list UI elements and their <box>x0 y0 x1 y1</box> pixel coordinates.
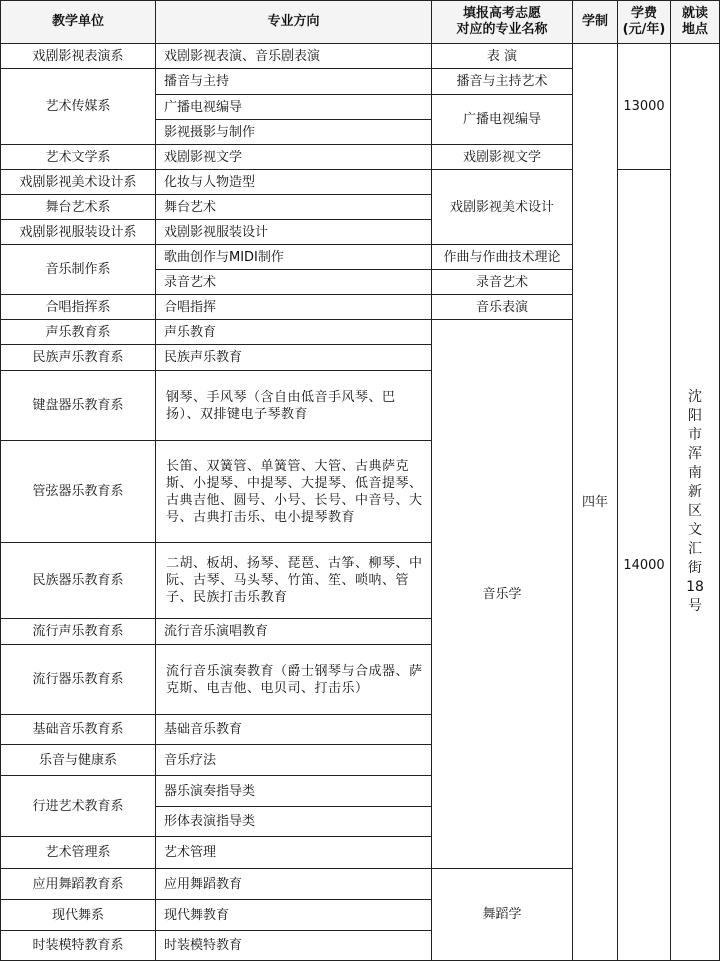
header-unit: 教学单位 <box>1 1 156 44</box>
unit-cell: 乐音与健康系 <box>1 745 156 776</box>
location-char: 新 <box>688 484 702 500</box>
header-duration: 学制 <box>573 1 618 44</box>
major-cell: 音乐表演 <box>432 295 573 320</box>
unit-cell: 戏剧影视美术设计系 <box>1 170 156 195</box>
fee-cell: 13000 <box>618 44 671 170</box>
location-char: 沈 <box>688 389 702 405</box>
header-major-line1: 填报高考志愿 <box>462 6 541 21</box>
direction-cell: 广播电视编导 <box>156 95 432 120</box>
unit-cell: 管弦器乐教育系 <box>1 441 156 543</box>
direction-cell: 化妆与人物造型 <box>156 170 432 195</box>
major-cell: 戏剧影视文学 <box>432 145 573 170</box>
direction-cell: 影视摄影与制作 <box>156 120 432 145</box>
unit-cell: 舞台艺术系 <box>1 195 156 220</box>
major-cell: 广播电视编导 <box>432 95 573 145</box>
direction-cell: 流行音乐演奏教育（爵士钢琴与合成器、萨克斯、电吉他、电贝司、打击乐） <box>156 645 432 715</box>
unit-cell: 基础音乐教育系 <box>1 715 156 745</box>
duration-cell: 四年 <box>573 44 618 961</box>
unit-cell: 应用舞蹈教育系 <box>1 869 156 900</box>
direction-cell: 时装模特教育 <box>156 931 432 961</box>
unit-cell: 民族器乐教育系 <box>1 543 156 619</box>
header-major <box>432 1 573 44</box>
major-cell: 戏剧影视美术设计 <box>432 170 573 245</box>
location-char: 文 <box>688 522 702 538</box>
unit-cell: 艺术文学系 <box>1 145 156 170</box>
location-char: 浑 <box>688 446 702 462</box>
location-char: 18 <box>686 579 704 595</box>
major-cell: 录音艺术 <box>432 270 573 295</box>
direction-cell: 民族声乐教育 <box>156 345 432 371</box>
direction-cell: 播音与主持 <box>156 69 432 95</box>
unit-cell: 戏剧影视服装设计系 <box>1 220 156 245</box>
fee-cell: 14000 <box>618 170 671 961</box>
direction-cell: 声乐教育 <box>156 320 432 345</box>
direction-cell: 应用舞蹈教育 <box>156 869 432 900</box>
location-char: 街 <box>688 560 702 576</box>
header-fee <box>618 1 671 44</box>
direction-cell: 戏剧影视服装设计 <box>156 220 432 245</box>
unit-cell: 流行器乐教育系 <box>1 645 156 715</box>
direction-cell: 合唱指挥 <box>156 295 432 320</box>
direction-cell: 流行音乐演唱教育 <box>156 619 432 645</box>
direction-cell: 戏剧影视文学 <box>156 145 432 170</box>
direction-cell: 长笛、双簧管、单簧管、大管、古典萨克斯、小提琴、中提琴、大提琴、低音提琴、古典吉他、圆号、小号、长号、中音号、大号、古典打击乐、电小提琴教育 <box>156 441 432 543</box>
unit-cell: 声乐教育系 <box>1 320 156 345</box>
unit-cell: 音乐制作系 <box>1 245 156 295</box>
direction-cell: 艺术管理 <box>156 837 432 869</box>
unit-cell: 键盘器乐教育系 <box>1 371 156 441</box>
unit-cell: 艺术传媒系 <box>1 69 156 145</box>
unit-cell: 时装模特教育系 <box>1 931 156 961</box>
major-cell: 播音与主持艺术 <box>432 69 573 95</box>
direction-cell: 舞台艺术 <box>156 195 432 220</box>
direction-cell: 戏剧影视表演、音乐剧表演 <box>156 44 432 69</box>
location-char: 区 <box>688 503 702 519</box>
major-cell: 表 演 <box>432 44 573 69</box>
unit-cell: 现代舞系 <box>1 900 156 931</box>
unit-cell: 行进艺术教育系 <box>1 776 156 837</box>
direction-cell: 钢琴、手风琴（含自由低音手风琴、巴扬）、双排键电子琴教育 <box>156 371 432 441</box>
location-char: 号 <box>688 598 702 614</box>
unit-cell: 合唱指挥系 <box>1 295 156 320</box>
header-fee-line2: (元/年) <box>622 22 666 37</box>
header-location <box>671 1 720 44</box>
location-char: 市 <box>688 427 702 443</box>
table-row <box>1 44 720 69</box>
direction-cell: 录音艺术 <box>156 270 432 295</box>
unit-cell: 流行声乐教育系 <box>1 619 156 645</box>
direction-cell: 现代舞教育 <box>156 900 432 931</box>
direction-cell: 器乐演奏指导类 <box>156 776 432 807</box>
direction-cell: 基础音乐教育 <box>156 715 432 745</box>
header-location-line1: 就读 <box>681 6 708 21</box>
location-char: 汇 <box>688 541 702 557</box>
direction-cell: 音乐疗法 <box>156 745 432 776</box>
direction-cell: 二胡、板胡、扬琴、琵琶、古筝、柳琴、中阮、古琴、马头琴、竹笛、笙、唢呐、管子、民族打击乐教育 <box>156 543 432 619</box>
location-cell <box>671 44 720 961</box>
unit-cell: 戏剧影视表演系 <box>1 44 156 69</box>
major-cell: 音乐学 <box>432 320 573 869</box>
header-location-line2: 地点 <box>681 22 708 37</box>
header-row <box>1 1 720 44</box>
header-direction: 专业方向 <box>156 1 432 44</box>
unit-cell: 民族声乐教育系 <box>1 345 156 371</box>
major-cell: 舞蹈学 <box>432 869 573 961</box>
location-char: 阳 <box>688 408 702 424</box>
unit-cell: 艺术管理系 <box>1 837 156 869</box>
direction-cell: 形体表演指导类 <box>156 807 432 837</box>
direction-cell: 歌曲创作与MIDI制作 <box>156 245 432 270</box>
header-fee-line1: 学费 <box>630 6 657 21</box>
header-major-line2: 对应的专业名称 <box>456 22 548 37</box>
major-cell: 作曲与作曲技术理论 <box>432 245 573 270</box>
location-char: 南 <box>688 465 702 481</box>
